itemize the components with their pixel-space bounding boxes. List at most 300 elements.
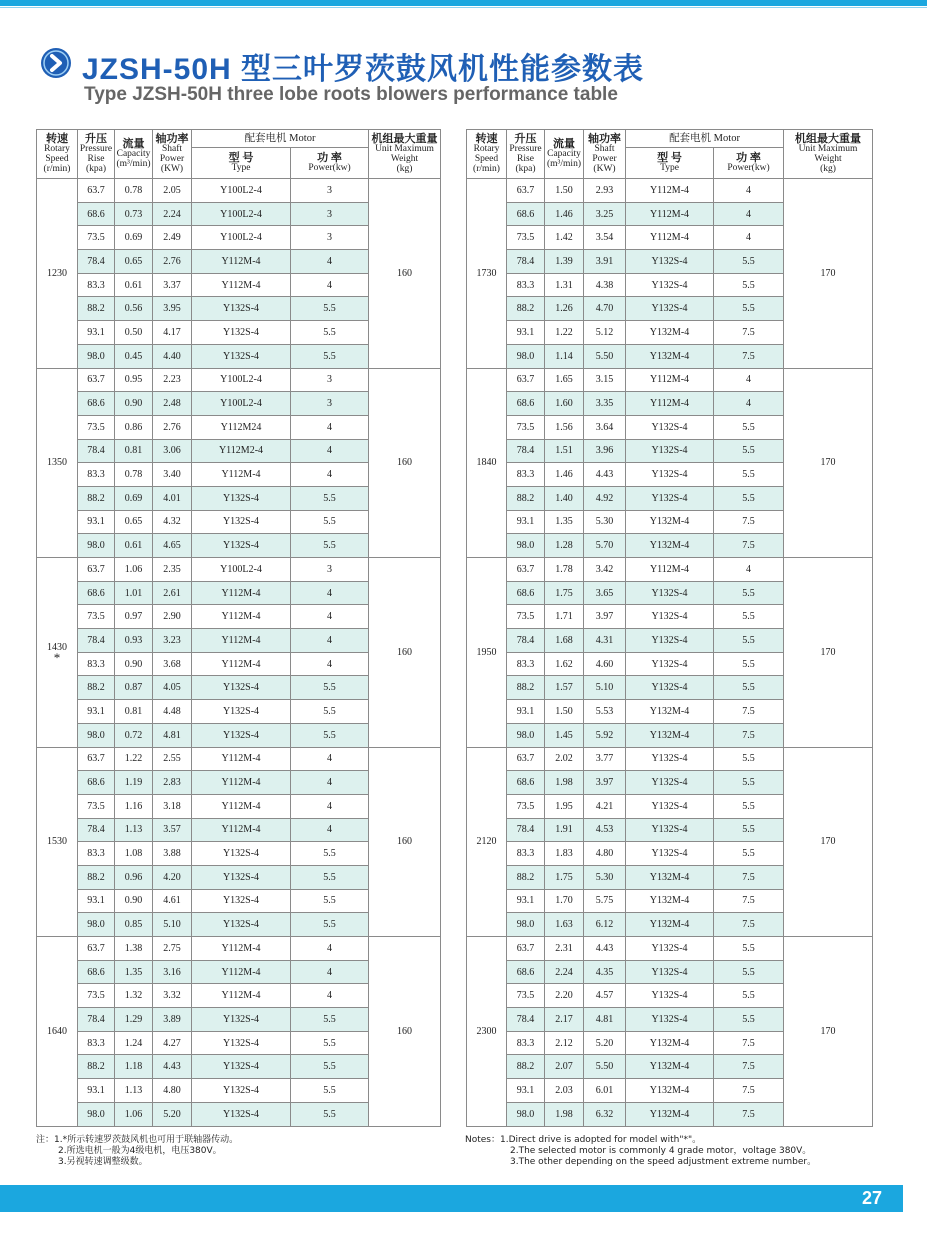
motor-type-cell: Y132S-4 — [192, 1102, 291, 1126]
motor-power-cell: 4 — [291, 818, 369, 842]
shaft-power-cell: 3.15 — [584, 368, 626, 392]
shaft-power-cell: 4.01 — [153, 486, 192, 510]
shaft-power-cell: 4.53 — [584, 818, 626, 842]
pressure-rise-cell: 98.0 — [507, 723, 545, 747]
shaft-power-cell: 4.65 — [153, 534, 192, 558]
motor-power-cell: 3 — [291, 202, 369, 226]
rotary-speed-value: 1840 — [476, 457, 497, 469]
notes-cn-prefix: 注： — [36, 1135, 55, 1145]
pressure-rise-cell: 83.3 — [507, 652, 545, 676]
capacity-cell: 1.51 — [545, 439, 584, 463]
capacity-cell: 1.50 — [545, 179, 584, 203]
pressure-rise-cell: 63.7 — [507, 747, 545, 771]
pressure-rise-cell: 98.0 — [78, 534, 115, 558]
motor-power-cell: 4 — [291, 439, 369, 463]
motor-type-cell: Y132S-4 — [626, 937, 714, 961]
capacity-cell: 1.24 — [115, 1031, 153, 1055]
header-motor-power: 功 率 Power(kw) — [714, 148, 784, 179]
pressure-rise-cell: 98.0 — [78, 344, 115, 368]
capacity-cell: 1.98 — [545, 771, 584, 795]
motor-type-cell: Y132S-4 — [626, 250, 714, 274]
motor-type-cell: Y132S-4 — [192, 510, 291, 534]
motor-type-cell: Y112M-4 — [626, 558, 714, 582]
pressure-rise-cell: 93.1 — [507, 889, 545, 913]
motor-type-cell: Y132S-4 — [192, 700, 291, 724]
capacity-cell: 1.98 — [545, 1102, 584, 1126]
capacity-cell: 1.06 — [115, 1102, 153, 1126]
motor-type-cell: Y132S-4 — [626, 1008, 714, 1032]
pressure-rise-cell: 78.4 — [507, 439, 545, 463]
header-pressure: 升压 Pressure Rise (kpa) — [78, 130, 115, 179]
rotary-speed-cell — [37, 179, 78, 369]
performance-table-right — [466, 129, 873, 1127]
pressure-rise-cell: 78.4 — [507, 629, 545, 653]
capacity-cell: 1.19 — [115, 771, 153, 795]
shaft-power-cell: 6.01 — [584, 1079, 626, 1103]
capacity-cell: 1.35 — [545, 510, 584, 534]
motor-type-cell: Y100L2-4 — [192, 558, 291, 582]
rotary-speed-value: 2120 — [476, 836, 497, 848]
pressure-rise-cell: 83.3 — [78, 463, 115, 487]
capacity-cell: 1.62 — [545, 652, 584, 676]
motor-type-cell: Y132S-4 — [626, 297, 714, 321]
motor-type-cell: Y132S-4 — [192, 676, 291, 700]
motor-type-cell: Y132S-4 — [192, 913, 291, 937]
capacity-cell: 0.97 — [115, 605, 153, 629]
pressure-rise-cell: 88.2 — [78, 297, 115, 321]
motor-type-cell: Y112M-4 — [192, 581, 291, 605]
capacity-cell: 0.65 — [115, 510, 153, 534]
motor-type-cell: Y132S-4 — [192, 1008, 291, 1032]
pressure-rise-cell: 73.5 — [78, 226, 115, 250]
motor-power-cell: 3 — [291, 558, 369, 582]
pressure-rise-cell: 78.4 — [507, 1008, 545, 1032]
motor-type-cell: Y132S-4 — [626, 818, 714, 842]
capacity-cell: 1.46 — [545, 463, 584, 487]
motor-type-cell: Y132M-4 — [626, 510, 714, 534]
motor-type-cell: Y112M-4 — [192, 937, 291, 961]
pressure-rise-cell: 83.3 — [507, 842, 545, 866]
header-motor-power: 功 率 Power(kw) — [291, 148, 369, 179]
motor-power-cell: 4 — [714, 368, 784, 392]
motor-power-cell: 5.5 — [714, 463, 784, 487]
motor-power-cell: 5.5 — [291, 676, 369, 700]
motor-type-cell: Y132S-4 — [626, 747, 714, 771]
shaft-power-cell: 4.31 — [584, 629, 626, 653]
shaft-power-cell: 2.23 — [153, 368, 192, 392]
motor-power-cell: 5.5 — [714, 1008, 784, 1032]
capacity-cell: 0.85 — [115, 913, 153, 937]
motor-type-cell: Y132S-4 — [192, 297, 291, 321]
header-motor: 配套电机 Motor — [626, 130, 784, 148]
motor-power-cell: 5.5 — [714, 676, 784, 700]
motor-type-cell: Y132M-4 — [626, 865, 714, 889]
pressure-rise-cell: 63.7 — [78, 937, 115, 961]
shaft-power-cell: 3.57 — [153, 818, 192, 842]
pressure-rise-cell: 78.4 — [507, 250, 545, 274]
motor-type-cell: Y112M-4 — [192, 960, 291, 984]
pressure-rise-cell: 68.6 — [507, 960, 545, 984]
motor-power-cell: 5.5 — [714, 250, 784, 274]
shaft-power-cell: 2.83 — [153, 771, 192, 795]
motor-type-cell: Y100L2-4 — [192, 392, 291, 416]
shaft-power-cell: 4.61 — [153, 889, 192, 913]
pressure-rise-cell: 88.2 — [507, 676, 545, 700]
motor-type-cell: Y132S-4 — [626, 794, 714, 818]
capacity-cell: 1.71 — [545, 605, 584, 629]
shaft-power-cell: 5.70 — [584, 534, 626, 558]
notes-english — [465, 1135, 816, 1168]
motor-power-cell: 5.5 — [714, 842, 784, 866]
note-cn-1: 1.*所示转速罗茨鼓风机也可用于联轴器传动。 — [54, 1135, 239, 1145]
capacity-cell: 0.78 — [115, 179, 153, 203]
motor-type-cell: Y132S-4 — [626, 273, 714, 297]
capacity-cell: 1.78 — [545, 558, 584, 582]
table-row — [467, 937, 873, 961]
capacity-cell: 1.75 — [545, 865, 584, 889]
capacity-cell: 2.07 — [545, 1055, 584, 1079]
rotary-speed-value: 1530 — [47, 836, 67, 848]
shaft-power-cell: 4.35 — [584, 960, 626, 984]
motor-power-cell: 4 — [291, 794, 369, 818]
shaft-power-cell: 2.49 — [153, 226, 192, 250]
motor-power-cell: 3 — [291, 179, 369, 203]
table-row — [467, 558, 873, 582]
unit-weight-cell: 170 — [784, 937, 873, 1127]
shaft-power-cell: 3.37 — [153, 273, 192, 297]
capacity-cell: 0.78 — [115, 463, 153, 487]
capacity-cell: 1.18 — [115, 1055, 153, 1079]
pressure-rise-cell: 73.5 — [507, 984, 545, 1008]
pressure-rise-cell: 88.2 — [78, 865, 115, 889]
pressure-rise-cell: 63.7 — [507, 179, 545, 203]
shaft-power-cell: 3.88 — [153, 842, 192, 866]
shaft-power-cell: 5.20 — [584, 1031, 626, 1055]
motor-type-cell: Y132M-4 — [626, 700, 714, 724]
shaft-power-cell: 6.32 — [584, 1102, 626, 1126]
motor-type-cell: Y132S-4 — [626, 439, 714, 463]
capacity-cell: 1.60 — [545, 392, 584, 416]
motor-type-cell: Y112M-4 — [626, 202, 714, 226]
motor-type-cell: Y132M-4 — [626, 1079, 714, 1103]
shaft-power-cell: 2.35 — [153, 558, 192, 582]
header-pressure: 升压 Pressure Rise (kpa) — [507, 130, 545, 179]
header-weight: 机组最大重量 Unit Maximum Weight (kg) — [784, 130, 873, 179]
shaft-power-cell: 3.89 — [153, 1008, 192, 1032]
rotary-speed-value: 1350 — [47, 457, 67, 469]
motor-type-cell: Y100L2-4 — [192, 226, 291, 250]
motor-type-cell: Y132M-4 — [626, 723, 714, 747]
footer-bar — [0, 1185, 903, 1212]
capacity-cell: 1.22 — [545, 321, 584, 345]
capacity-cell: 1.16 — [115, 794, 153, 818]
motor-power-cell: 4 — [291, 273, 369, 297]
capacity-cell: 1.63 — [545, 913, 584, 937]
pressure-rise-cell: 73.5 — [78, 794, 115, 818]
shaft-power-cell: 3.97 — [584, 771, 626, 795]
capacity-cell: 0.61 — [115, 534, 153, 558]
shaft-power-cell: 3.06 — [153, 439, 192, 463]
motor-type-cell: Y132S-4 — [626, 960, 714, 984]
shaft-power-cell: 4.32 — [153, 510, 192, 534]
pressure-rise-cell: 83.3 — [507, 273, 545, 297]
notes-chinese — [36, 1135, 238, 1168]
rotary-speed-cell — [37, 937, 78, 1127]
motor-power-cell: 4 — [291, 652, 369, 676]
motor-power-cell: 5.5 — [291, 842, 369, 866]
pressure-rise-cell: 68.6 — [78, 960, 115, 984]
capacity-cell: 0.96 — [115, 865, 153, 889]
pressure-rise-cell: 63.7 — [78, 368, 115, 392]
note-en-3: 3.The other depending on the speed adjustment extreme number。 — [510, 1157, 817, 1167]
pressure-rise-cell: 68.6 — [78, 202, 115, 226]
capacity-cell: 1.31 — [545, 273, 584, 297]
shaft-power-cell: 4.92 — [584, 486, 626, 510]
motor-power-cell: 5.5 — [714, 960, 784, 984]
motor-power-cell: 5.5 — [291, 700, 369, 724]
pressure-rise-cell: 73.5 — [78, 605, 115, 629]
motor-type-cell: Y112M-4 — [192, 629, 291, 653]
pressure-rise-cell: 98.0 — [507, 344, 545, 368]
rotary-speed-cell — [467, 747, 507, 937]
note-cn-3: 3.另视转速调整级数。 — [58, 1157, 148, 1167]
motor-power-cell: 4 — [291, 415, 369, 439]
rotary-speed-value: 1730 — [476, 267, 497, 279]
motor-type-cell: Y100L2-4 — [192, 368, 291, 392]
motor-type-cell: Y100L2-4 — [192, 202, 291, 226]
motor-type-cell: Y112M-4 — [192, 984, 291, 1008]
motor-power-cell: 7.5 — [714, 700, 784, 724]
capacity-cell: 1.91 — [545, 818, 584, 842]
unit-weight-cell: 160 — [369, 747, 441, 937]
pressure-rise-cell: 73.5 — [78, 415, 115, 439]
capacity-cell: 1.32 — [115, 984, 153, 1008]
motor-power-cell: 7.5 — [714, 865, 784, 889]
motor-power-cell: 7.5 — [714, 1031, 784, 1055]
motor-type-cell: Y132M-4 — [626, 889, 714, 913]
motor-power-cell: 5.5 — [291, 723, 369, 747]
motor-power-cell: 5.5 — [291, 344, 369, 368]
shaft-power-cell: 4.81 — [584, 1008, 626, 1032]
pressure-rise-cell: 93.1 — [507, 510, 545, 534]
capacity-cell: 1.06 — [115, 558, 153, 582]
rotary-speed-cell — [467, 937, 507, 1127]
header-motor: 配套电机 Motor — [192, 130, 369, 148]
motor-type-cell: Y132S-4 — [192, 1031, 291, 1055]
shaft-power-cell: 3.16 — [153, 960, 192, 984]
motor-type-cell: Y132S-4 — [626, 581, 714, 605]
capacity-cell: 2.02 — [545, 747, 584, 771]
motor-power-cell: 5.5 — [714, 486, 784, 510]
direct-drive-mark: * — [53, 649, 61, 665]
shaft-power-cell: 5.92 — [584, 723, 626, 747]
table-row — [467, 368, 873, 392]
motor-type-cell: Y132M-4 — [626, 1102, 714, 1126]
pressure-rise-cell: 78.4 — [78, 439, 115, 463]
shaft-power-cell: 4.60 — [584, 652, 626, 676]
capacity-cell: 0.90 — [115, 392, 153, 416]
unit-weight-cell: 160 — [369, 179, 441, 369]
capacity-cell: 1.70 — [545, 889, 584, 913]
capacity-cell: 0.65 — [115, 250, 153, 274]
motor-type-cell: Y132S-4 — [192, 723, 291, 747]
table-row — [467, 747, 873, 771]
shaft-power-cell: 3.95 — [153, 297, 192, 321]
motor-power-cell: 4 — [714, 392, 784, 416]
capacity-cell: 1.75 — [545, 581, 584, 605]
motor-power-cell: 3 — [291, 368, 369, 392]
shaft-power-cell: 5.75 — [584, 889, 626, 913]
rotary-speed-cell — [37, 747, 78, 937]
pressure-rise-cell: 68.6 — [507, 581, 545, 605]
pressure-rise-cell: 83.3 — [507, 463, 545, 487]
chevron-right-circle-icon — [40, 47, 72, 79]
rotary-speed-cell — [467, 179, 507, 369]
shaft-power-cell: 4.40 — [153, 344, 192, 368]
shaft-power-cell: 6.12 — [584, 913, 626, 937]
shaft-power-cell: 3.97 — [584, 605, 626, 629]
pressure-rise-cell: 93.1 — [507, 700, 545, 724]
motor-type-cell: Y132M-4 — [626, 1055, 714, 1079]
capacity-cell: 0.45 — [115, 344, 153, 368]
capacity-cell: 0.90 — [115, 889, 153, 913]
rotary-speed-cell — [37, 368, 78, 558]
pressure-rise-cell: 93.1 — [78, 321, 115, 345]
motor-power-cell: 5.5 — [714, 439, 784, 463]
capacity-cell: 0.81 — [115, 700, 153, 724]
top-accent-bar — [0, 0, 927, 6]
motor-power-cell: 4 — [291, 463, 369, 487]
motor-power-cell: 5.5 — [714, 937, 784, 961]
capacity-cell: 1.14 — [545, 344, 584, 368]
motor-power-cell: 5.5 — [291, 865, 369, 889]
pressure-rise-cell: 93.1 — [78, 700, 115, 724]
note-en-1: 1.Direct drive is adopted for model with"*"。 — [500, 1135, 702, 1145]
capacity-cell: 0.69 — [115, 486, 153, 510]
shaft-power-cell: 4.05 — [153, 676, 192, 700]
shaft-power-cell: 3.96 — [584, 439, 626, 463]
notes-en-prefix: Notes： — [465, 1135, 500, 1145]
motor-type-cell: Y132S-4 — [626, 415, 714, 439]
capacity-cell: 1.38 — [115, 937, 153, 961]
pressure-rise-cell: 73.5 — [507, 415, 545, 439]
motor-power-cell: 5.5 — [714, 771, 784, 795]
capacity-cell: 1.95 — [545, 794, 584, 818]
motor-power-cell: 5.5 — [714, 629, 784, 653]
motor-power-cell: 4 — [291, 984, 369, 1008]
capacity-cell: 1.40 — [545, 486, 584, 510]
shaft-power-cell: 4.81 — [153, 723, 192, 747]
capacity-cell: 1.26 — [545, 297, 584, 321]
rotary-speed-value: 1640 — [47, 1025, 67, 1037]
pressure-rise-cell: 98.0 — [507, 1102, 545, 1126]
pressure-rise-cell: 78.4 — [78, 818, 115, 842]
unit-weight-cell: 160 — [369, 558, 441, 748]
shaft-power-cell: 5.30 — [584, 865, 626, 889]
shaft-power-cell: 2.24 — [153, 202, 192, 226]
pressure-rise-cell: 63.7 — [507, 937, 545, 961]
capacity-cell: 1.45 — [545, 723, 584, 747]
pressure-rise-cell: 68.6 — [78, 581, 115, 605]
rotary-speed-value: 1430 — [47, 641, 67, 653]
shaft-power-cell: 3.64 — [584, 415, 626, 439]
pressure-rise-cell: 93.1 — [78, 510, 115, 534]
motor-type-cell: Y132S-4 — [626, 771, 714, 795]
pressure-rise-cell: 98.0 — [78, 913, 115, 937]
motor-power-cell: 7.5 — [714, 913, 784, 937]
header-shaft-power: 轴功率 Shaft Power (KW) — [584, 130, 626, 179]
capacity-cell: 1.46 — [545, 202, 584, 226]
motor-type-cell: Y132S-4 — [626, 842, 714, 866]
motor-type-cell: Y112M-4 — [626, 392, 714, 416]
pressure-rise-cell: 88.2 — [78, 1055, 115, 1079]
motor-type-cell: Y132S-4 — [192, 1055, 291, 1079]
pressure-rise-cell: 78.4 — [78, 629, 115, 653]
shaft-power-cell: 3.68 — [153, 652, 192, 676]
pressure-rise-cell: 73.5 — [78, 984, 115, 1008]
motor-power-cell: 3 — [291, 392, 369, 416]
pressure-rise-cell: 83.3 — [78, 652, 115, 676]
capacity-cell: 0.95 — [115, 368, 153, 392]
motor-power-cell: 7.5 — [714, 723, 784, 747]
motor-type-cell: Y132S-4 — [192, 534, 291, 558]
shaft-power-cell: 4.43 — [153, 1055, 192, 1079]
shaft-power-cell: 5.50 — [584, 344, 626, 368]
motor-power-cell: 5.5 — [714, 747, 784, 771]
capacity-cell: 0.86 — [115, 415, 153, 439]
header-speed: 转速 Rotary Speed (r/min) — [467, 130, 507, 179]
motor-power-cell: 7.5 — [714, 321, 784, 345]
motor-type-cell: Y132M-4 — [626, 1031, 714, 1055]
motor-power-cell: 5.5 — [714, 415, 784, 439]
motor-power-cell: 7.5 — [714, 534, 784, 558]
capacity-cell: 2.31 — [545, 937, 584, 961]
capacity-cell: 1.35 — [115, 960, 153, 984]
motor-type-cell: Y112M-4 — [192, 747, 291, 771]
motor-power-cell: 4 — [291, 937, 369, 961]
shaft-power-cell: 3.40 — [153, 463, 192, 487]
note-en-2: 2.The selected motor is commonly 4 grade motor，voltage 380V。 — [510, 1146, 812, 1156]
table-row — [467, 179, 873, 203]
capacity-cell: 0.87 — [115, 676, 153, 700]
motor-type-cell: Y132S-4 — [626, 463, 714, 487]
motor-type-cell: Y132M-4 — [626, 344, 714, 368]
header-motor-type: 型 号 Type — [192, 148, 291, 179]
shaft-power-cell: 2.75 — [153, 937, 192, 961]
motor-power-cell: 5.5 — [714, 297, 784, 321]
rotary-speed-cell — [467, 558, 507, 748]
motor-power-cell: 4 — [714, 202, 784, 226]
capacity-cell: 2.24 — [545, 960, 584, 984]
motor-power-cell: 5.5 — [291, 1031, 369, 1055]
rotary-speed-value: 2300 — [476, 1025, 497, 1037]
shaft-power-cell: 5.53 — [584, 700, 626, 724]
motor-power-cell: 5.5 — [291, 1008, 369, 1032]
motor-type-cell: Y112M-4 — [192, 273, 291, 297]
unit-weight-cell: 170 — [784, 558, 873, 748]
rotary-speed-value: 1230 — [47, 267, 67, 279]
header-motor-type: 型 号 Type — [626, 148, 714, 179]
shaft-power-cell: 3.65 — [584, 581, 626, 605]
motor-power-cell: 5.5 — [291, 297, 369, 321]
shaft-power-cell: 3.42 — [584, 558, 626, 582]
motor-type-cell: Y132S-4 — [626, 984, 714, 1008]
shaft-power-cell: 4.80 — [584, 842, 626, 866]
capacity-cell: 2.17 — [545, 1008, 584, 1032]
pressure-rise-cell: 98.0 — [507, 913, 545, 937]
motor-power-cell: 4 — [291, 605, 369, 629]
capacity-cell: 1.65 — [545, 368, 584, 392]
